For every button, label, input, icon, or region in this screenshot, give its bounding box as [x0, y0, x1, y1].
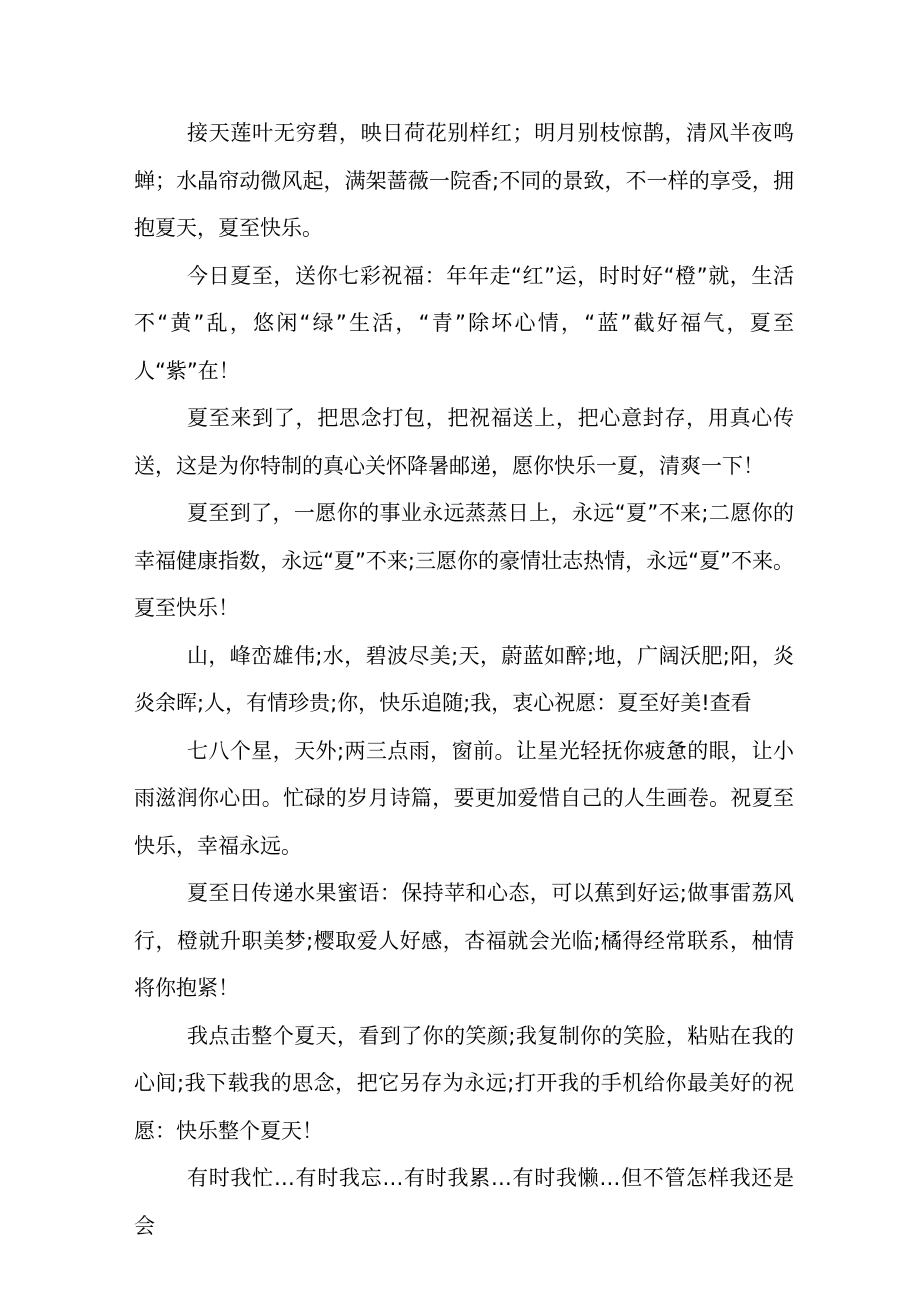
paragraph-7: 夏至日传递水果蜜语：保持苹和心态，可以蕉到好运;做事雷荔风行，橙就升职美梦;樱取爱人好感，杏福就会光临;橘得经常联系，柚情将你抱紧！ — [134, 881, 794, 1000]
paragraph-2: 今日夏至，送你七彩祝福：年年走“红”运，时时好“橙”就，生活不“黄”乱，悠闲“绿”生活，“青”除坏心情，“蓝”截好福气，夏至人“紫”在！ — [134, 263, 794, 383]
paragraph-8: 我点击整个夏天，看到了你的笑颜;我复制你的笑脸，粘贴在我的心间;我下载我的思念，把它另存为永远;打开我的手机给你最美好的祝愿：快乐整个夏天！ — [134, 1023, 794, 1143]
paragraph-4: 夏至到了，一愿你的事业永远蒸蒸日上，永远“夏”不来;二愿你的幸福健康指数，永远“夏”不来;三愿你的豪情壮志热情，永远“夏”不来。夏至快乐！ — [134, 501, 794, 620]
paragraph-6: 七八个星，天外;两三点雨，窗前。让星光轻抚你疲惫的眼，让小雨滋润你心田。忙碌的岁月诗篇，要更加爱惜自己的人生画卷。祝夏至快乐，幸福永远。 — [134, 738, 794, 858]
paragraph-9: 有时我忙…有时我忘…有时我累…有时我懒…但不管怎样我还是会 — [134, 1166, 794, 1238]
document-body — [134, 110, 794, 1250]
paragraph-1: 接天莲叶无穷碧，映日荷花别样红；明月别枝惊鹊，清风半夜鸣蝉；水晶帘动微风起，满架蔷薇一院香;不同的景致，不一样的享受，拥抱夏天，夏至快乐。 — [134, 121, 794, 240]
paragraph-3: 夏至来到了，把思念打包，把祝福送上，把心意封存，用真心传送，这是为你特制的真心关怀降暑邮递，愿你快乐一夏，清爽一下！ — [134, 406, 794, 478]
paragraph-5: 山，峰峦雄伟;水，碧波尽美;天，蔚蓝如醉;地，广阔沃肥;阳，炎炎余晖;人，有情珍贵;你，快乐追随;我，衷心祝愿：夏至好美!查看 — [134, 643, 794, 715]
